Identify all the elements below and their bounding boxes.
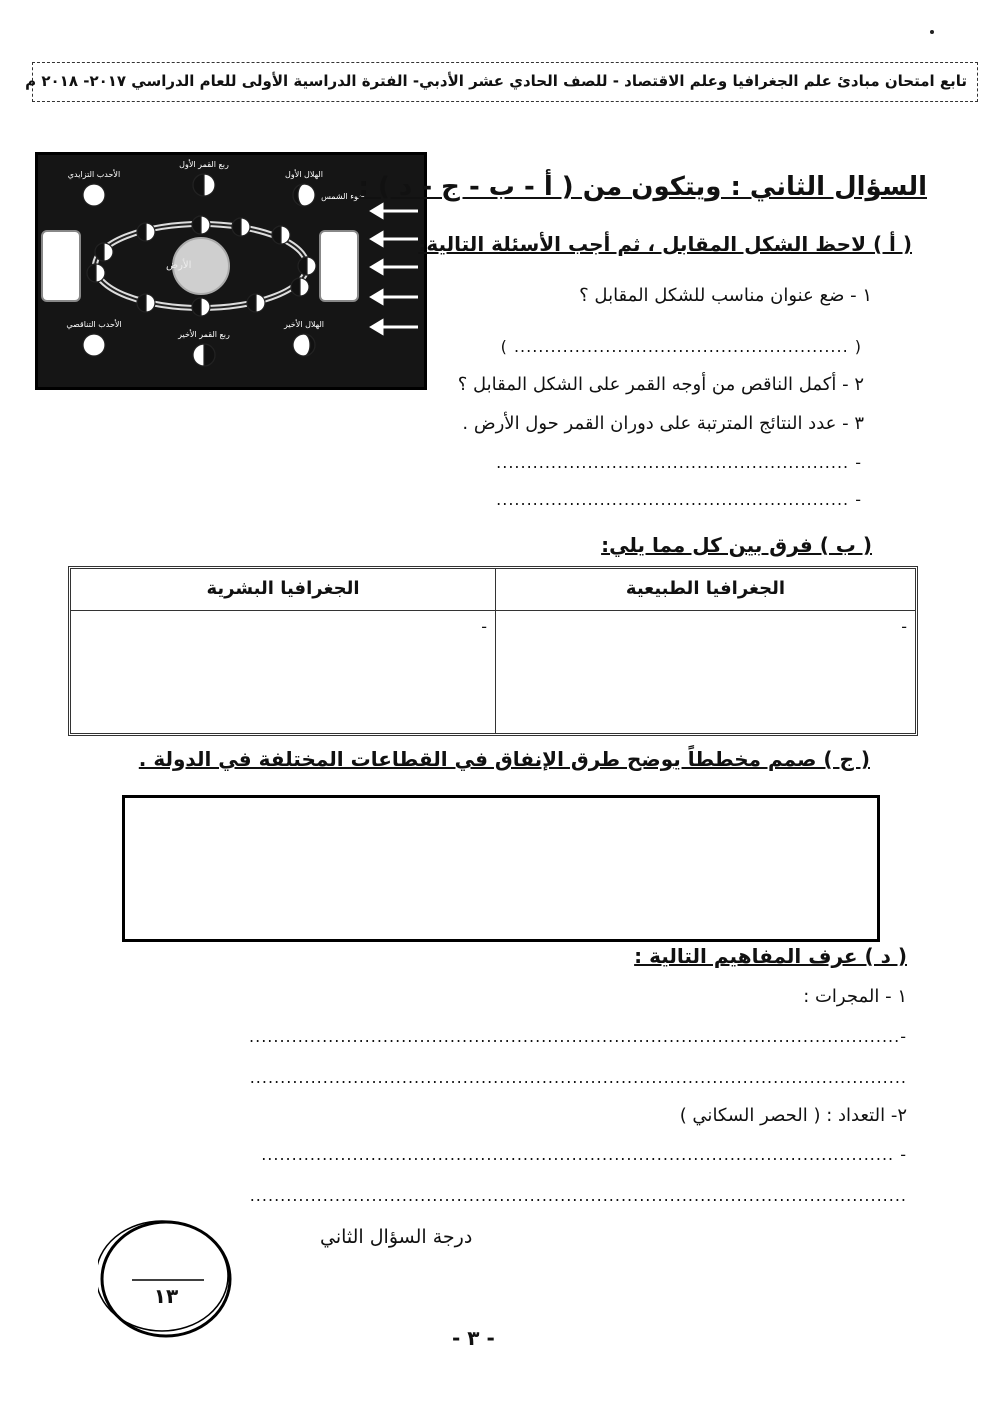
part-c-heading: ( ج ) صمم مخططاً يوضح طرق الإنفاق في القطاعات المختلفة في الدولة . <box>138 747 870 771</box>
label-waning-gibbous: الأحدب التناقصي <box>66 320 122 329</box>
grade-label: درجة السؤال الثاني <box>320 1226 473 1248</box>
label-first-crescent: الهلال الأول <box>285 170 323 179</box>
part-a-q2: ٢ - أكمل الناقص من أوجه القمر على الشكل المقابل ؟ <box>457 374 864 395</box>
question-title: السؤال الثاني : ويتكون من ( أ - ب - ج - د ) : <box>358 172 927 202</box>
term-galaxies: ١ - المجرات : <box>803 986 907 1007</box>
earth-label: الأرض <box>166 260 192 271</box>
term-census-line-2: ............................................................................................................ <box>249 1186 907 1205</box>
stray-dot <box>930 30 934 34</box>
exam-header-title: تابع امتحان مبادئ علم الجغرافيا وعلم الاقتصاد - للصف الحادي عشر الأدبي- الفترة الدراسية الأولى للعام الدراسي ٢٠١٧- ٢٠١٨ م <box>25 72 967 90</box>
cell-dash: - <box>901 617 907 636</box>
grade-circle-svg <box>98 1218 234 1340</box>
term-census-line: - ........................................................................................................ <box>261 1145 907 1164</box>
label-sunlight: ضوء الشمس <box>321 192 365 201</box>
exam-header <box>25 62 978 102</box>
right-panel <box>320 231 358 301</box>
grade-total: ١٣ <box>153 1284 179 1308</box>
part-a-q3: ٣ - عدد النتائج المترتبة على دوران القمر حول الأرض . <box>462 413 864 434</box>
sunlight-arrows <box>372 205 418 333</box>
grade-circle <box>98 1218 234 1340</box>
part-a-answer-line-2: - .......................................................... <box>496 490 862 509</box>
cell-dash: - <box>481 617 487 636</box>
col-physical-geography-header: الجغرافيا الطبيعية <box>495 569 915 611</box>
part-d-heading: ( د ) عرف المفاهيم التالية : <box>634 944 907 968</box>
part-a-heading: ( أ ) لاحظ الشكل المقابل ، ثم أجب الأسئلة التالية: <box>418 232 912 256</box>
col-human-geography-cell[interactable] <box>71 611 495 733</box>
col-human-geography-header: الجغرافيا البشرية <box>71 569 495 611</box>
part-a-answer-line: - .......................................................... <box>496 453 862 472</box>
label-first-quarter: ربع القمر الأول <box>179 160 229 169</box>
label-waxing-gibbous: الأحدب التزايدي <box>67 170 121 179</box>
part-a-q1-answer-line: ( ....................................................... ) <box>500 337 862 356</box>
col-physical-geography-cell[interactable] <box>495 611 915 733</box>
term-galaxies-line-2: ............................................................................................................ <box>249 1068 907 1087</box>
label-last-crescent: الهلال الأخير <box>283 320 325 329</box>
page-number: - ٣ - <box>452 1326 495 1350</box>
term-census: ٢- التعداد : ( الحصر السكاني ) <box>679 1105 907 1126</box>
term-galaxies-line: -........................................................................................................... <box>249 1027 907 1046</box>
diagram-answer-box[interactable] <box>122 795 880 942</box>
part-a-q1: ١ - ضع عنوان مناسب للشكل المقابل ؟ <box>579 285 872 306</box>
comparison-table <box>68 566 918 736</box>
part-b-heading: ( ب ) فرق بين كل مما يلي: <box>601 533 872 557</box>
label-last-quarter: ربع القمر الأخير <box>178 330 230 339</box>
left-panel <box>42 231 80 301</box>
